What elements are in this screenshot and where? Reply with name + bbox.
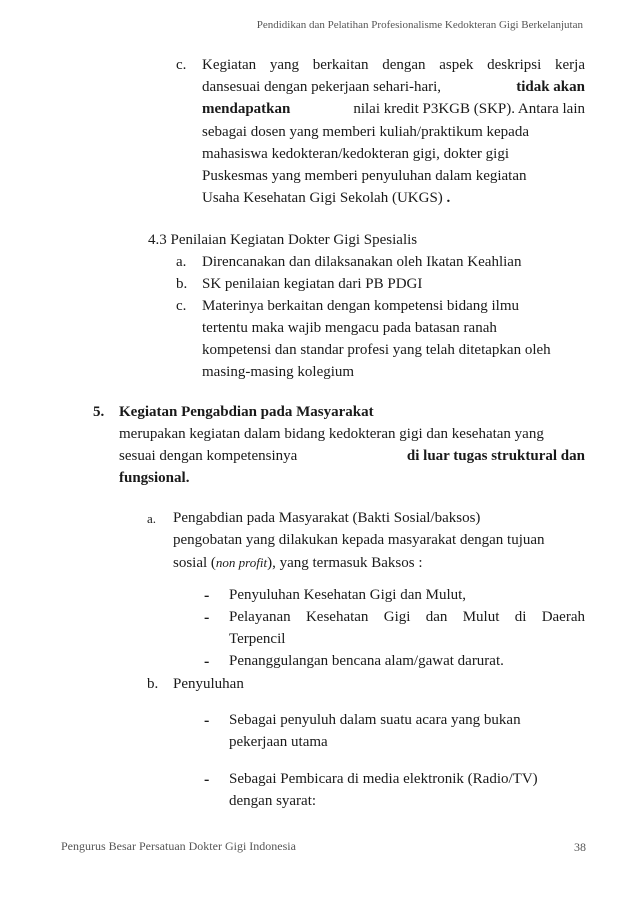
paragraph-line: tertentu maka wajib mengacu pada batasan ranah — [202, 320, 497, 336]
bullet-text: Sebagai Pembicara di media elektronik (Radio/TV) — [229, 771, 538, 787]
paragraph-line: sebagai dosen yang memberi kuliah/praktikum kepada — [202, 124, 529, 140]
line-text: Pelayanan Kesehatan Gigi dan Mulut di Daerah — [229, 609, 585, 625]
paragraph-line: masing-masing kolegium — [202, 364, 355, 380]
paragraph-line: merupakan kegiatan dalam bidang kedokteran gigi dan kesehatan yang — [119, 426, 544, 442]
bullet-dash: - — [204, 771, 210, 788]
bullet-text: pekerjaan utama — [229, 734, 328, 750]
paragraph-line — [202, 79, 585, 96]
paragraph-line — [202, 190, 450, 207]
paragraph-line: Puskesmas yang memberi penyuluhan dalam kegiatan — [202, 168, 527, 184]
italic-text: non profit — [215, 555, 268, 570]
bold-text: . — [446, 190, 451, 206]
line-text: dansesuai dengan pekerjaan sehari-hari, — [202, 79, 442, 95]
bullet-text: Penanggulangan bencana alam/gawat darurat. — [229, 653, 504, 669]
paragraph-line: mahasiswa kedokteran/kedokteran gigi, dokter gigi — [202, 146, 509, 162]
bullet-text: Terpencil — [229, 631, 286, 647]
paragraph-line — [173, 554, 422, 572]
paragraph-line: pengobatan yang dilakukan kepada masyarakat dengan tujuan — [173, 532, 545, 548]
page-number: 38 — [574, 840, 586, 854]
bullet-text: Penyuluhan Kesehatan Gigi dan Mulut, — [229, 587, 467, 603]
line-text: Kegiatan yang berkaitan dengan aspek deskripsi kerja — [202, 57, 585, 73]
bullet-dash: - — [204, 609, 210, 626]
running-header: Pendidikan dan Pelatihan Profesionalisme Kedokteran Gigi Berkelanjutan — [256, 19, 583, 31]
item-label: a. — [176, 254, 187, 270]
line-text: nilai kredit P3KGB (SKP). Antara lain — [353, 101, 585, 117]
bullet-dash: - — [204, 712, 210, 729]
bold-text: mendapatkan — [202, 101, 291, 117]
item-label: b. — [147, 676, 159, 692]
bullet-dash: - — [204, 653, 210, 670]
paragraph-line — [202, 57, 585, 74]
subsection-title: Pengabdian pada Masyarakat (Bakti Sosial/baksos) — [173, 510, 481, 526]
paragraph-line: kompetensi dan standar profesi yang telah ditetapkan oleh — [202, 342, 551, 358]
paragraph-line: Materinya berkaitan dengan kompetensi bidang ilmu — [202, 298, 519, 314]
bold-text: di luar tugas struktural dan — [406, 448, 585, 464]
paragraph-line — [202, 101, 585, 118]
bold-text: tidak akan — [516, 79, 585, 95]
line-text: sosial ( — [173, 555, 216, 571]
bullet-text — [229, 609, 585, 626]
line-text: Usaha Kesehatan Gigi Sekolah (UKGS) — [202, 190, 443, 206]
bullet-text: dengan syarat: — [229, 793, 317, 809]
list-item-text: SK penilaian kegiatan dari PB PDGI — [202, 276, 423, 292]
section-number: 5. — [93, 404, 105, 420]
item-label: c. — [176, 57, 187, 73]
item-label: a. — [147, 511, 157, 526]
footer-organization: Pengurus Besar Persatuan Dokter Gigi Indonesia — [61, 839, 296, 853]
section-heading: 4.3 Penilaian Kegiatan Dokter Gigi Spesialis — [148, 232, 418, 248]
subsection-title: Penyuluhan — [173, 676, 244, 692]
section-title: Kegiatan Pengabdian pada Masyarakat — [119, 404, 374, 420]
bullet-text: Sebagai penyuluh dalam suatu acara yang bukan — [229, 712, 521, 728]
line-text: sesuai dengan kompetensinya — [119, 448, 298, 464]
paragraph-line: fungsional. — [119, 470, 190, 486]
line-text: ), yang termasuk Baksos : — [267, 555, 423, 571]
bullet-dash: - — [204, 587, 210, 604]
list-item-text: Direncanakan dan dilaksanakan oleh Ikatan Keahlian — [202, 254, 522, 270]
item-label: b. — [176, 276, 188, 292]
item-label: c. — [176, 298, 187, 314]
paragraph-line — [119, 448, 585, 465]
